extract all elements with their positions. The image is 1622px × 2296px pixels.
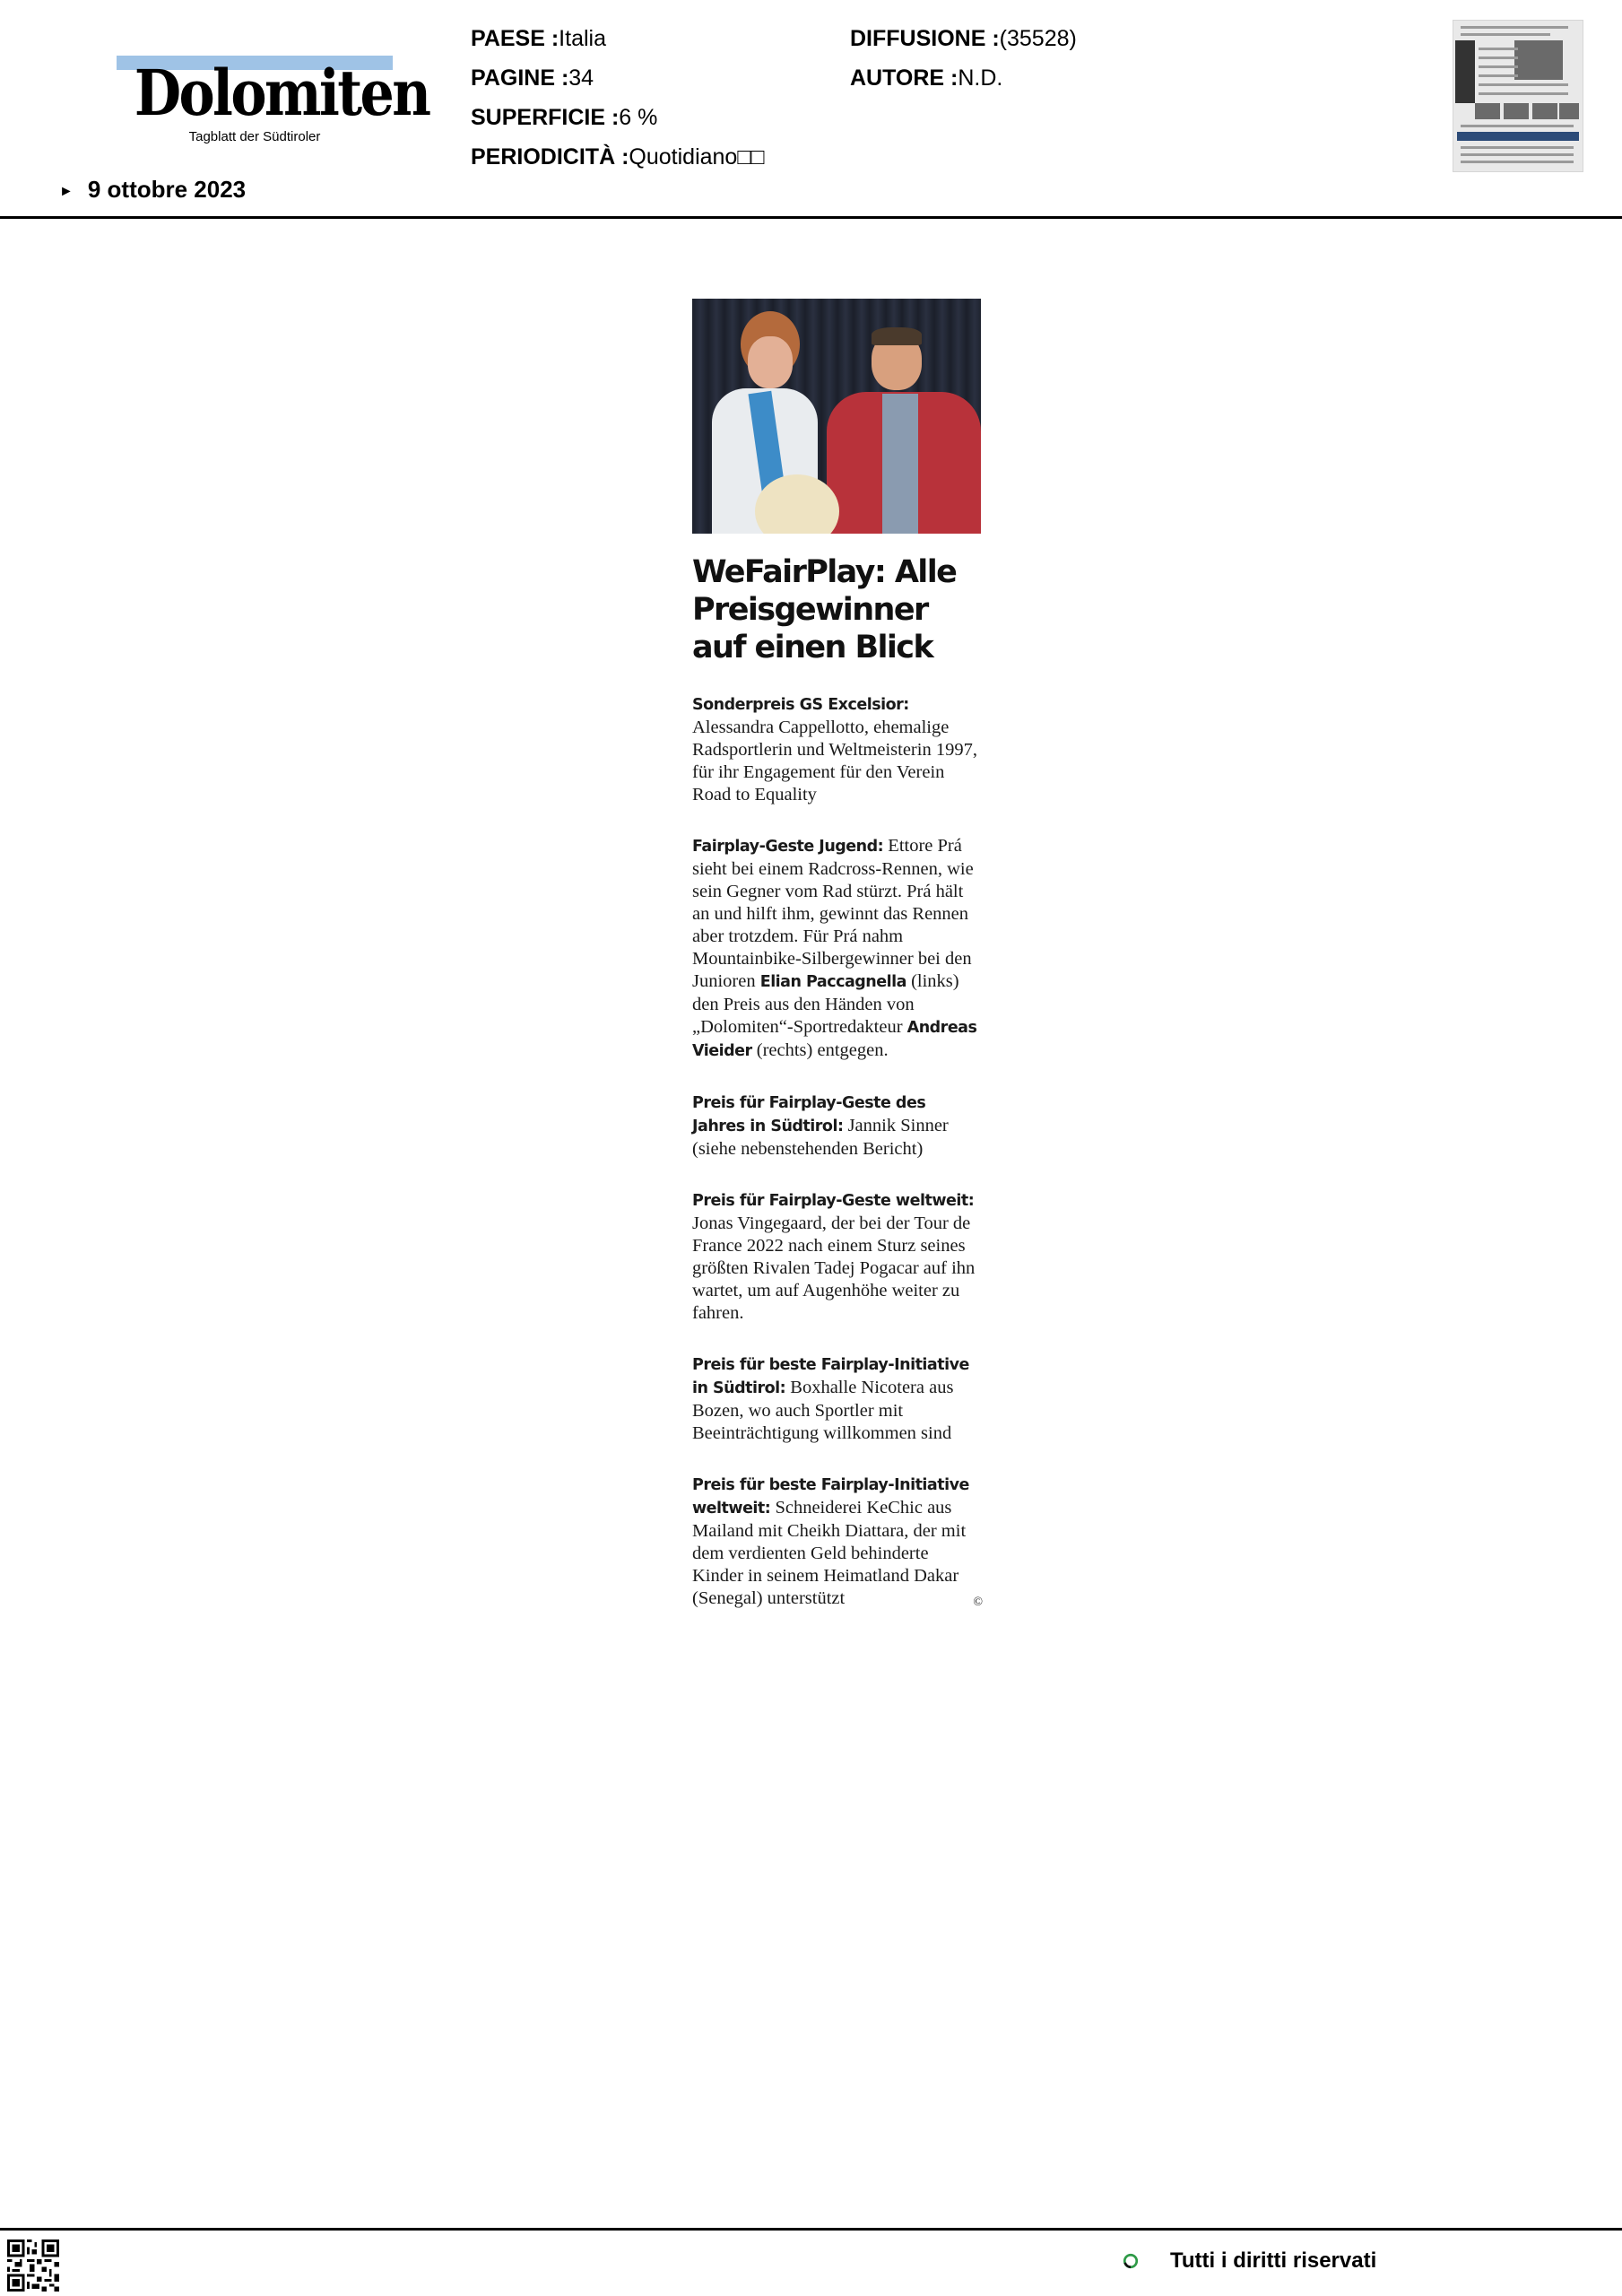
article <box>692 299 983 1613</box>
article-headline: WeFairPlay: Alle Preisgewinner auf einen Blick <box>692 554 957 665</box>
qr-code-icon <box>7 2239 59 2292</box>
award-text: Jonas Vingegaard, der bei der Tour de France 2022 nach einem Sturz seines größten Rivalen Tadej Pogacar auf ihn wartet, um auf Augenhöhe weiter zu fahren. <box>692 1213 976 1323</box>
meta-superficie <box>471 105 657 131</box>
copyright-mark: © <box>973 1596 983 1609</box>
award-text: Schneiderei KeChic aus Mailand mit Cheikh Diattara, der mit dem verdienten Geld behinderte Kinder in seinem Heimatland Dakar (Senegal) unterstützt <box>692 1498 967 1608</box>
meta-periodicita <box>471 144 765 170</box>
meta-label: PAESE : <box>471 26 559 51</box>
meta-diffusione <box>850 26 1077 52</box>
logo-wordmark: Dolomiten <box>134 56 429 130</box>
award-title: Preis für Fairplay-Geste des Jahres in Südtirol: <box>692 1094 926 1135</box>
header-divider <box>0 216 1622 219</box>
triangle-right-icon: ► <box>59 184 74 199</box>
publication-logo <box>115 54 429 152</box>
award-text: Jannik Sinner (siehe nebenstehenden Bericht) <box>692 1116 949 1159</box>
award-text: Boxhalle Nicotera aus Bozen, wo auch Sportler mit Beeinträchtigung willkommen sind <box>692 1378 954 1443</box>
award-title: Preis für beste Fairplay-Initiative in Südtirol: <box>692 1356 969 1397</box>
award-paragraph <box>692 1189 983 1325</box>
meta-autore <box>850 65 1002 91</box>
meta-label: PERIODICITÀ : <box>471 144 629 170</box>
meta-label: PAGINE : <box>471 65 569 91</box>
award-title: Preis für Fairplay-Geste weltweit: <box>692 1192 975 1210</box>
award-text: (links) den Preis aus den Händen von „Dolomiten“-Sportredakteur <box>692 971 959 1037</box>
meta-value: 34 <box>568 65 594 91</box>
article-photo <box>692 299 981 534</box>
footer-divider <box>0 2228 1622 2231</box>
award-text: Ettore Prá sieht bei einem Radcross-Rennen, wie sein Gegner vom Rad stürzt. Prá hält an und hilft ihm, gewinnt das Rennen aber trotzdem. Für Prá nahm Mountainbike-Silbergewinner bei den Junioren <box>692 836 974 991</box>
date-text: 9 ottobre 2023 <box>87 176 247 203</box>
meta-value: Quotidiano□□ <box>629 144 765 170</box>
person-name: Andreas Vieider <box>692 1019 977 1060</box>
meta-label: DIFFUSIONE : <box>850 26 1000 51</box>
award-title: Preis für beste Fairplay-Initiative weltweit: <box>692 1476 969 1518</box>
meta-paese <box>471 26 606 52</box>
award-title: Sonderpreis GS Excelsior: <box>692 696 909 714</box>
award-paragraph <box>692 693 983 806</box>
meta-value: (35528) <box>999 26 1077 51</box>
award-title: Fairplay-Geste Jugend: <box>692 838 884 856</box>
award-paragraph <box>692 835 983 1063</box>
award-text: Alessandra Cappellotto, ehemalige Radsportlerin und Weltmeisterin 1997, für ihr Engagement für den Verein Road to Equality <box>692 718 977 804</box>
rights-notice: Tutti i diritti riservati <box>1170 2248 1377 2273</box>
meta-value: Italia <box>559 26 606 51</box>
person-name: Elian Paccagnella <box>759 973 906 991</box>
circle-icon <box>1123 2253 1139 2269</box>
award-paragraph <box>692 1474 983 1610</box>
award-paragraph <box>692 1091 983 1161</box>
meta-label: AUTORE : <box>850 65 958 91</box>
meta-label: SUPERFICIE : <box>471 105 620 130</box>
award-text: (rechts) entgegen. <box>751 1040 889 1060</box>
logo-subtitle: Tagblatt der Südtiroler <box>188 129 321 144</box>
meta-value: N.D. <box>958 65 1003 91</box>
award-paragraph <box>692 1353 983 1445</box>
meta-value: 6 % <box>619 105 658 130</box>
meta-pagine <box>471 65 594 91</box>
page-thumbnail <box>1453 20 1583 172</box>
publication-date <box>59 176 246 204</box>
